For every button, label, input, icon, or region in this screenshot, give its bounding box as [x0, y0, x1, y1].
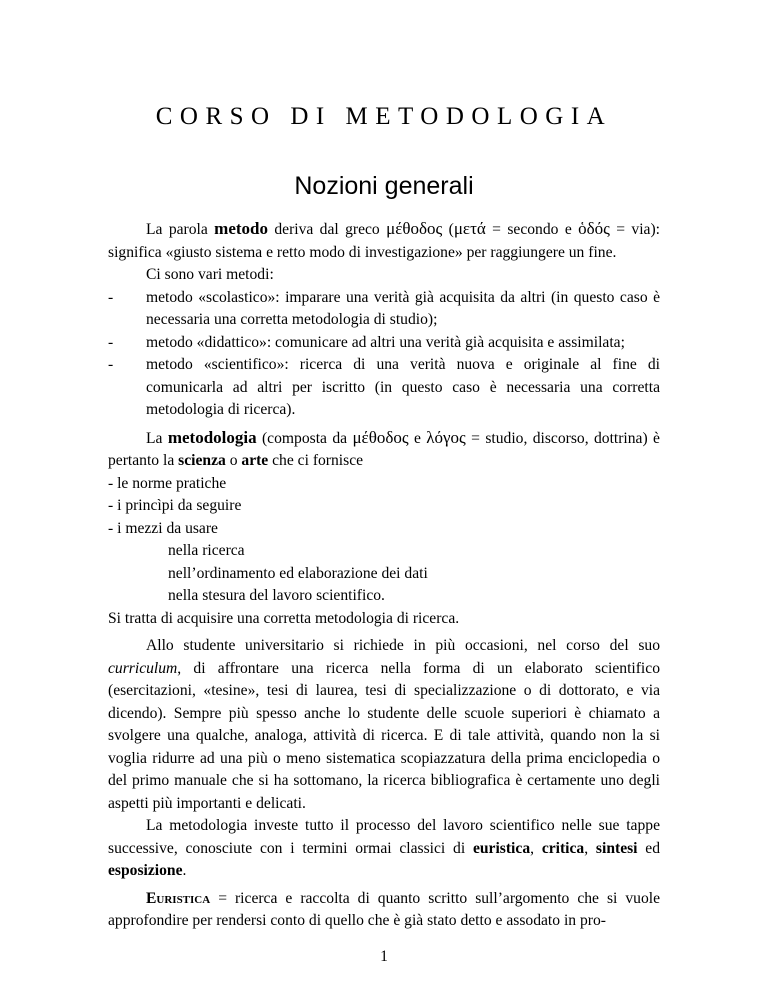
paragraph-euristica — [108, 888, 660, 933]
text-run: = ricerca e raccolta di quanto scritto sull’argomento che si vuole approfondire per rendersi conto di quello che è già stato detto e assodato in pro- — [108, 889, 660, 929]
paragraph-intro-metodi: Ci sono vari metodi: — [146, 266, 274, 283]
list-item: - le norme pratiche — [108, 474, 227, 492]
greek-word: μετά — [453, 219, 486, 238]
text-run: e — [408, 429, 427, 447]
term-critica: critica — [541, 839, 585, 857]
text-run: ( — [442, 221, 454, 238]
text-run: , — [530, 839, 542, 857]
text-run: Allo studente universitario si richiede in più occasioni, nel corso del suo — [146, 637, 660, 654]
list-item: - metodo «didattico»: comunicare ad altri una verità già acquisita e assimilata; — [108, 332, 660, 355]
greek-word: μέθοδος — [386, 219, 443, 238]
text-run: o — [225, 452, 242, 469]
text-run: = studio, discorso, dottrina) è pertanto la — [108, 429, 660, 469]
methods-list — [108, 287, 660, 422]
greek-word: λόγος — [426, 427, 466, 447]
text-run: . — [182, 862, 187, 879]
text-run: = secondo e — [485, 221, 579, 238]
term-euristica-heading: Euristica — [146, 889, 211, 907]
paragraph-summary: Si tratta di acquisire una corretta metodologia di ricerca. — [108, 609, 460, 627]
page-number: 1 — [380, 948, 388, 965]
sub-item: nell’ordinamento ed elaborazione dei dati — [168, 564, 428, 582]
list-item: - i mezzi da usare — [108, 519, 218, 537]
paragraph-processo — [108, 815, 660, 883]
sub-item: nella ricerca — [168, 542, 245, 559]
term-metodo: metodo — [214, 219, 268, 238]
term-scienza: scienza — [178, 452, 226, 469]
term-sintesi: sintesi — [595, 839, 638, 857]
text-run: che ci fornisce — [268, 452, 364, 469]
sub-item: nella stesura del lavoro scientifico. — [168, 587, 385, 604]
term-arte: arte — [241, 452, 269, 469]
term-euristica: euristica — [472, 839, 531, 857]
text-run: ed — [637, 839, 661, 857]
text-run: La metodologia investe tutto il processo del lavoro scientifico nelle sue tappe successive, conosciute con i termini ormai classici di — [108, 817, 660, 857]
paragraph-studente — [108, 635, 660, 815]
text-run: La — [146, 429, 168, 447]
term-esposizione: esposizione — [108, 862, 183, 879]
text-run: La parola — [146, 221, 215, 238]
list-item: - metodo «scolastico»: imparare una verità già acquisita da altri (in questo caso è necessaria una corretta metodologia di studio); — [108, 287, 660, 332]
greek-word: μέθοδος — [352, 427, 409, 447]
text-run: deriva dal greco — [267, 221, 387, 238]
paragraph-metodologia — [108, 427, 660, 473]
list-item: - i princìpi da seguire — [108, 497, 242, 514]
paragraph-metodo — [108, 218, 660, 264]
text-run: , di affrontare una ricerca nella forma di un elaborato scientifico (esercitazioni, «tesine», tesi di laurea, tesi di specializzazione o di dottorato, e via dicendo). Sempre più spesso anche lo studente delle scuole superiori è chiamato a svolgere una qualche, analoga, attività di ricerca. E di tale attività, quando non la si voglia ridurre ad una più o meno sistematica scopiazzatura della prima enciclopedia o del primo manuale che si ha sottomano, la ricerca bibliografica è certamente uno degli aspetti più importanti e delicati. — [108, 659, 660, 812]
term-metodologia: metodologia — [167, 427, 257, 447]
text-run: = via): significa «giusto sistema e retto modo di investigazione» per raggiungere un fine. — [108, 221, 660, 261]
term-curriculum: curriculum — [108, 659, 178, 677]
section-heading: Nozioni generali — [294, 172, 474, 200]
body-text — [108, 218, 660, 933]
document-title: CORSO DI METODOLOGIA — [155, 103, 613, 130]
text-run: , — [584, 839, 596, 857]
list-item: - metodo «scientifico»: ricerca di una verità nuova e originale al fine di comunicarla ad altri per iscritto (in questo caso è necessaria una corretta metodologia di ricerca). — [108, 354, 660, 422]
text-run: (composta da — [256, 429, 353, 447]
greek-word: ὁδός — [578, 219, 610, 238]
